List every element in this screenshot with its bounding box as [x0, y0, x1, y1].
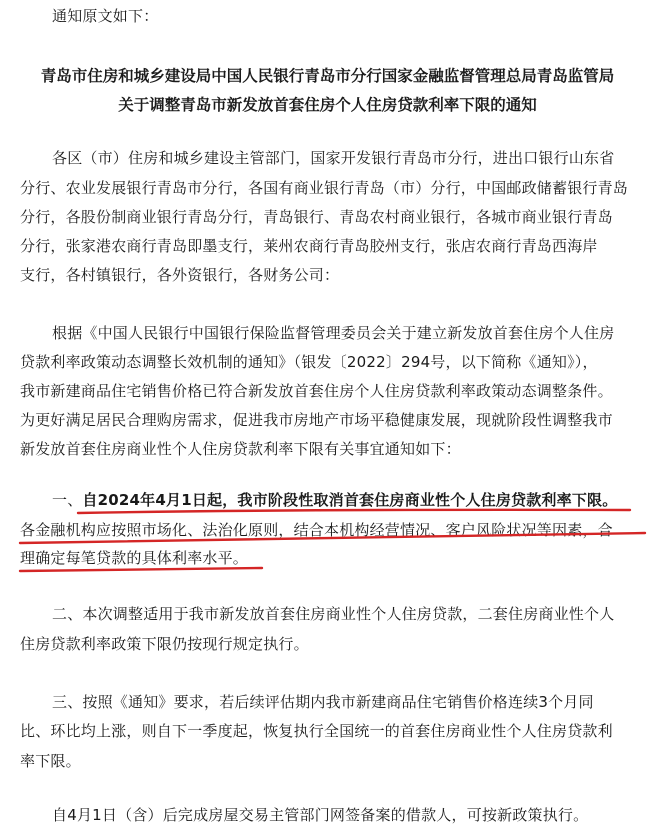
item-1-line-2: 各金融机构应按照市场化、法治化原则，结合本机构经营情况、客户风险状况等因素，合: [20, 521, 613, 539]
item-2-line: 二、本次调整适用于我市新发放首套住房商业性个人住房贷款，二套住房商业性个人: [52, 605, 615, 623]
notice-title-line-2: 关于调整青岛市新发放首套住房个人住房贷款利率下限的通知: [118, 96, 537, 114]
item-1-line-3: 理确定每笔贷款的具体利率水平。: [20, 549, 249, 567]
addressee-line: 支行，各村镇银行，各外资银行，各财务公司：: [20, 266, 340, 284]
intro-text: 通知原文如下：: [52, 7, 159, 25]
item-3-line: 三、按照《通知》要求，若后续评估期内我市新建商品住宅销售价格连续3个月同: [52, 693, 594, 711]
basis-line: 为更好满足居民合理购房需求，促进我市房地产市场平稳健康发展，现就阶段性调整我市: [20, 411, 613, 429]
basis-line: 新发放首套住房商业性个人住房贷款利率下限有关事宜通知如下：: [20, 440, 461, 458]
closing-text: 自4月1日（含）后完成房屋交易主管部门网签备案的借款人，可按新政策执行。: [52, 806, 589, 824]
item-1-prefix: 一、: [52, 491, 83, 509]
item-1-line-1: [52, 490, 655, 510]
basis-line: 我市新建商品住宅销售价格已符合新发放首套住房个人住房贷款利率政策动态调整条件。: [20, 382, 613, 400]
addressee-line: 分行，张家港农商行青岛即墨支行，莱州农商行青岛胶州支行，张店农商行青岛西海岸: [20, 237, 598, 255]
item-3-line: 率下限。: [20, 752, 81, 770]
underline-stroke: [78, 510, 630, 513]
notice-title-line-1: 青岛市住房和城乡建设局中国人民银行青岛市分行国家金融监督管理总局青岛监管局: [40, 67, 615, 85]
addressee-line: 分行，各股份制商业银行青岛分行，青岛银行、青岛农村商业银行，各城市商业银行青岛: [20, 208, 613, 226]
item-3-line: 比、环比均上涨，则自下一季度起，恢复执行全国统一的首套住房商业性个人住房贷款利: [20, 722, 613, 740]
underline-stroke: [20, 568, 262, 571]
addressee-line: 分行、农业发展银行青岛市分行，各国有商业银行青岛（市）分行，中国邮政储蓄银行青岛: [20, 179, 629, 197]
addressee-line: 各区（市）住房和城乡建设主管部门，国家开发银行青岛市分行，进出口银行山东省: [52, 149, 615, 167]
item-2-line: 住房贷款利率政策下限仍按现行规定执行。: [20, 635, 309, 653]
basis-line: 贷款利率政策动态调整长效机制的通知》（银发〔2022〕294号，以下简称《通知》），: [20, 353, 598, 371]
basis-line: 根据《中国人民银行中国银行保险监督管理委员会关于建立新发放首套住房个人住房: [52, 324, 615, 342]
item-1-highlight: 自2024年4月1日起，我市阶段性取消首套住房商业性个人住房贷款利率下限。: [82, 491, 618, 509]
